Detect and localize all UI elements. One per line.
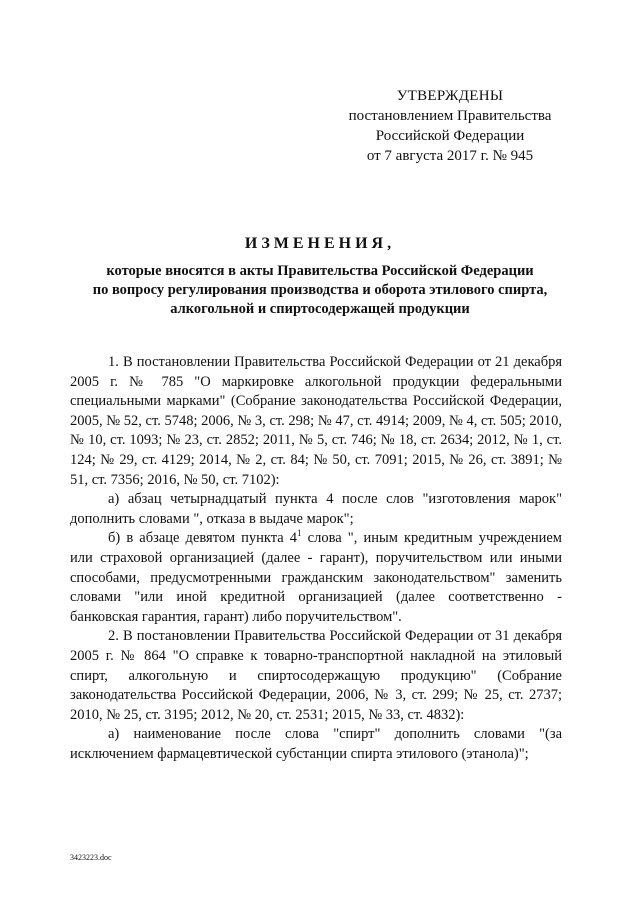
subtitle-line-2: по вопросу регулирования производства и оборота этилового спирта, — [92, 282, 548, 298]
approval-block — [300, 86, 600, 166]
approval-line-3: от 7 августа 2017 г. № 945 — [366, 148, 534, 164]
superscript-index: 1 — [297, 528, 302, 539]
paragraph-1a: а) абзац четырнадцатый пункта 4 после слов "изготовления марок" дополнить словами ", отказа в выдаче марок"; — [70, 491, 562, 527]
paragraph-1b-start: б) в абзаце девятом пункта 4 — [108, 530, 298, 547]
document-body — [70, 353, 562, 764]
paragraph-1b — [70, 529, 562, 627]
paragraph-2a: а) наименование после слова "спирт" дополнить словами "(за исключением фармацевтической субстанции спирта этилового (этанола)"; — [70, 726, 562, 762]
paragraph-1: 1. В постановлении Правительства Российской Федерации от 21 декабря 2005 г. № 785 "О маркировке алкогольной продукции федеральными специальными марками" (Собрание законодательства Российской Федерации, 2005, № 52, ст. 5748; 2006, № 3, ст. 298; № 47, ст. 4914; 2009, № 4, ст. 505; 2010, № 10, ст. 1093; № 23, ст. 2852; 2011, № 5, ст. 746; № 18, ст. 2634; 2012, № 1, ст. 124; № 29, ст. 4129; 2014, № 2, ст. 84; № 50, ст. 7091; 2015, № 26, ст. 3891; № 51, ст. 7356; 2016, № 50, ст. 7102): — [70, 354, 562, 488]
file-name-footer: 3423223.doc — [70, 853, 112, 862]
subtitle-line-3: алкогольной и спиртосодержащей продукции — [170, 301, 470, 317]
document-title: ИЗМЕНЕНИЯ, — [244, 235, 396, 252]
paragraph-2: 2. В постановлении Правительства Российской Федерации от 31 декабря 2005 г. № 864 "О справке к товарно-транспортной накладной на этиловый спирт, алкогольную и спиртосодержащую продукцию" (Собрание законодательства Российской Федерации, 2006, № 3, ст. 299; № 25, ст. 2737; 2010, № 25, ст. 3195; 2012, № 20, ст. 2531; 2015, № 33, ст. 4832): — [70, 628, 562, 723]
approval-line-2: Российской Федерации — [375, 128, 525, 144]
paragraph-1b-rest: слова ", иным кредитным учреждением или страховой организацией (далее - гарант), поручительством или иными способами, предусмотренными гражданским законодательством" заменить словами "или иной кредитной организацией (далее соответственно - банковская гарантия, гарант) либо поручительством". — [70, 530, 562, 625]
approval-heading: УТВЕРЖДЕНЫ — [396, 88, 504, 104]
document-subtitle — [50, 262, 590, 319]
subtitle-line-1: которые вносятся в акты Правительства Российской Федерации — [106, 263, 534, 279]
approval-line-1: постановлением Правительства — [348, 108, 552, 124]
